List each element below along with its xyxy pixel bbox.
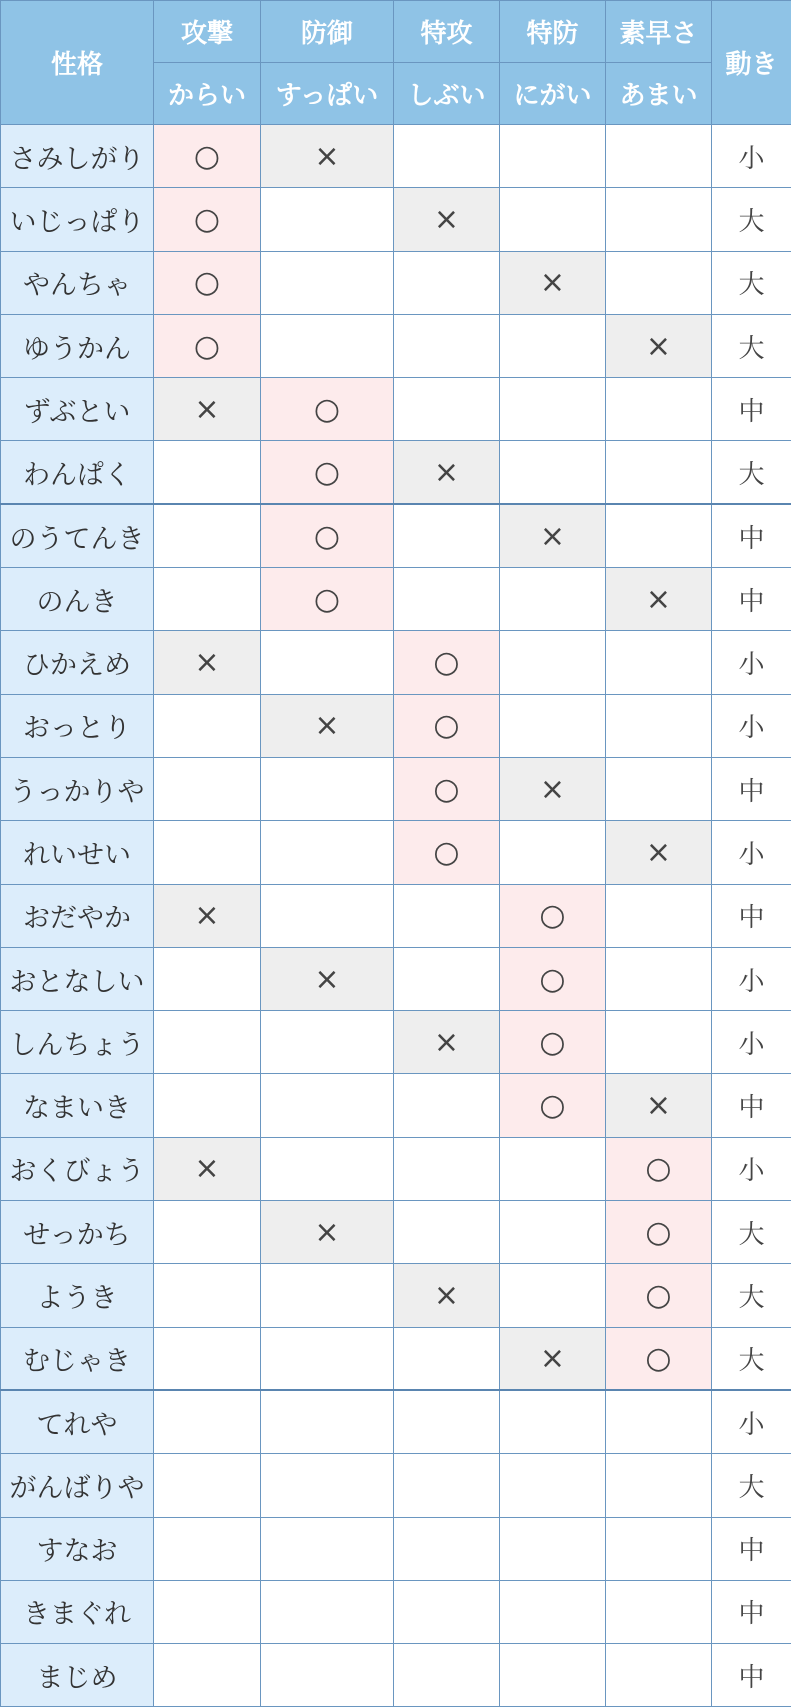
stat-neutral-cell xyxy=(606,884,712,947)
table-row xyxy=(1,1454,791,1517)
stat-neutral-cell xyxy=(606,1580,712,1643)
stat-up-cell xyxy=(154,125,261,188)
movement-cell: 中 xyxy=(712,1580,791,1643)
stat-neutral-cell xyxy=(261,884,394,947)
circle-mark-icon: ○ xyxy=(314,585,340,615)
stat-neutral-cell xyxy=(261,631,394,694)
stat-neutral-cell xyxy=(394,1517,500,1580)
stat-neutral-cell xyxy=(261,821,394,884)
circle-mark-icon: ○ xyxy=(645,1154,671,1184)
stat-neutral-cell xyxy=(394,1201,500,1264)
nature-name-cell: おとなしい xyxy=(1,947,154,1010)
table-row xyxy=(1,1074,791,1137)
table-row xyxy=(1,631,791,694)
table-row xyxy=(1,1390,791,1453)
stat-down-cell xyxy=(394,1011,500,1074)
circle-mark-icon: ○ xyxy=(314,458,340,488)
nature-name-cell: なまいき xyxy=(1,1074,154,1137)
stat-down-cell xyxy=(606,314,712,377)
circle-mark-icon: ○ xyxy=(645,1344,671,1374)
stat-neutral-cell xyxy=(500,631,606,694)
nature-name-cell: せっかち xyxy=(1,1201,154,1264)
header-stat-sp-attack: 特攻 xyxy=(394,1,500,63)
movement-cell: 大 xyxy=(712,251,791,314)
nature-name-cell: すなお xyxy=(1,1517,154,1580)
stat-up-cell xyxy=(500,947,606,1010)
stat-neutral-cell xyxy=(606,1517,712,1580)
movement-cell: 小 xyxy=(712,821,791,884)
stat-neutral-cell xyxy=(394,1327,500,1390)
cross-mark-icon: × xyxy=(314,965,339,995)
circle-mark-icon: ○ xyxy=(645,1218,671,1248)
stat-up-cell xyxy=(261,378,394,441)
nature-name-cell: おだやか xyxy=(1,884,154,947)
stat-down-cell xyxy=(394,441,500,504)
stat-up-cell xyxy=(394,821,500,884)
table-body xyxy=(1,125,791,1707)
movement-cell: 小 xyxy=(712,1137,791,1200)
nature-name-cell: やんちゃ xyxy=(1,251,154,314)
nature-name-cell: れいせい xyxy=(1,821,154,884)
cross-mark-icon: × xyxy=(194,901,219,931)
circle-mark-icon: ○ xyxy=(194,332,220,362)
table-row xyxy=(1,1011,791,1074)
stat-up-cell xyxy=(394,694,500,757)
circle-mark-icon: ○ xyxy=(539,965,565,995)
cross-mark-icon: × xyxy=(540,1344,565,1374)
stat-neutral-cell xyxy=(394,251,500,314)
stat-neutral-cell xyxy=(154,1327,261,1390)
stat-neutral-cell xyxy=(154,568,261,631)
stat-up-cell xyxy=(606,1327,712,1390)
nature-name-cell: ひかえめ xyxy=(1,631,154,694)
stat-neutral-cell xyxy=(394,884,500,947)
nature-name-cell: さみしがり xyxy=(1,125,154,188)
cross-mark-icon: × xyxy=(314,142,339,172)
stat-neutral-cell xyxy=(394,1074,500,1137)
stat-neutral-cell xyxy=(606,125,712,188)
movement-cell: 中 xyxy=(712,884,791,947)
stat-neutral-cell xyxy=(606,378,712,441)
stat-down-cell xyxy=(261,694,394,757)
stat-neutral-cell xyxy=(606,251,712,314)
stat-neutral-cell xyxy=(154,1264,261,1327)
stat-down-cell xyxy=(606,1074,712,1137)
stat-down-cell xyxy=(500,757,606,820)
stat-neutral-cell xyxy=(261,1644,394,1707)
stat-neutral-cell xyxy=(154,1517,261,1580)
cross-mark-icon: × xyxy=(194,395,219,425)
stat-neutral-cell xyxy=(154,947,261,1010)
stat-neutral-cell xyxy=(606,947,712,1010)
stat-neutral-cell xyxy=(500,314,606,377)
stat-neutral-cell xyxy=(606,1644,712,1707)
table-row xyxy=(1,378,791,441)
movement-cell: 小 xyxy=(712,1390,791,1453)
stat-neutral-cell xyxy=(500,441,606,504)
nature-name-cell: がんばりや xyxy=(1,1454,154,1517)
movement-cell: 小 xyxy=(712,631,791,694)
stat-neutral-cell xyxy=(606,694,712,757)
movement-cell: 大 xyxy=(712,1327,791,1390)
stat-neutral-cell xyxy=(606,504,712,567)
stat-up-cell xyxy=(154,314,261,377)
movement-cell: 小 xyxy=(712,694,791,757)
circle-mark-icon: ○ xyxy=(539,1028,565,1058)
movement-cell: 大 xyxy=(712,1201,791,1264)
stat-neutral-cell xyxy=(500,1137,606,1200)
header-flavor-sour: すっぱい xyxy=(261,63,394,125)
stat-up-cell xyxy=(261,441,394,504)
nature-name-cell: ようき xyxy=(1,1264,154,1327)
nature-name-cell: いじっぱり xyxy=(1,188,154,251)
stat-down-cell xyxy=(606,568,712,631)
nature-name-cell: うっかりや xyxy=(1,757,154,820)
stat-neutral-cell xyxy=(154,1580,261,1643)
movement-cell: 中 xyxy=(712,1644,791,1707)
stat-neutral-cell xyxy=(394,1137,500,1200)
stat-up-cell xyxy=(154,251,261,314)
cross-mark-icon: × xyxy=(646,585,671,615)
movement-cell: 大 xyxy=(712,441,791,504)
circle-mark-icon: ○ xyxy=(433,838,459,868)
stat-neutral-cell xyxy=(394,1644,500,1707)
table-row xyxy=(1,1327,791,1390)
stat-neutral-cell xyxy=(261,1327,394,1390)
cross-mark-icon: × xyxy=(646,838,671,868)
stat-down-cell xyxy=(394,188,500,251)
cross-mark-icon: × xyxy=(646,332,671,362)
header-stat-speed: 素早さ xyxy=(606,1,712,63)
stat-up-cell xyxy=(154,188,261,251)
table-row xyxy=(1,757,791,820)
stat-neutral-cell xyxy=(394,1580,500,1643)
cross-mark-icon: × xyxy=(434,1281,459,1311)
stat-neutral-cell xyxy=(154,1011,261,1074)
stat-neutral-cell xyxy=(606,1011,712,1074)
table-row xyxy=(1,314,791,377)
stat-neutral-cell xyxy=(261,1264,394,1327)
stat-down-cell xyxy=(500,251,606,314)
movement-cell: 中 xyxy=(712,1517,791,1580)
stat-up-cell xyxy=(394,631,500,694)
cross-mark-icon: × xyxy=(434,458,459,488)
nature-name-cell: のんき xyxy=(1,568,154,631)
stat-neutral-cell xyxy=(500,188,606,251)
circle-mark-icon: ○ xyxy=(433,711,459,741)
nature-name-cell: むじゃき xyxy=(1,1327,154,1390)
stat-neutral-cell xyxy=(394,504,500,567)
table-row xyxy=(1,1264,791,1327)
stat-up-cell xyxy=(261,568,394,631)
movement-cell: 中 xyxy=(712,757,791,820)
stat-neutral-cell xyxy=(500,1644,606,1707)
stat-down-cell xyxy=(500,504,606,567)
stat-up-cell xyxy=(500,1074,606,1137)
stat-neutral-cell xyxy=(154,1644,261,1707)
movement-cell: 大 xyxy=(712,1454,791,1517)
nature-name-cell: ゆうかん xyxy=(1,314,154,377)
movement-cell: 大 xyxy=(712,1264,791,1327)
stat-neutral-cell xyxy=(500,1264,606,1327)
nature-name-cell: きまぐれ xyxy=(1,1580,154,1643)
stat-neutral-cell xyxy=(606,757,712,820)
stat-up-cell xyxy=(500,884,606,947)
stat-neutral-cell xyxy=(154,1201,261,1264)
stat-neutral-cell xyxy=(261,1517,394,1580)
table-row xyxy=(1,694,791,757)
table-row xyxy=(1,821,791,884)
header-flavor-spicy: からい xyxy=(154,63,261,125)
stat-down-cell xyxy=(261,125,394,188)
circle-mark-icon: ○ xyxy=(194,142,220,172)
stat-down-cell xyxy=(154,1137,261,1200)
cross-mark-icon: × xyxy=(314,1218,339,1248)
movement-cell: 中 xyxy=(712,504,791,567)
stat-neutral-cell xyxy=(500,125,606,188)
stat-down-cell xyxy=(261,1201,394,1264)
table-row xyxy=(1,125,791,188)
header-stat-attack: 攻撃 xyxy=(154,1,261,63)
table-row xyxy=(1,884,791,947)
stat-neutral-cell xyxy=(394,125,500,188)
cross-mark-icon: × xyxy=(314,711,339,741)
cross-mark-icon: × xyxy=(434,1028,459,1058)
header-movement: 動き xyxy=(712,1,791,125)
movement-cell: 中 xyxy=(712,568,791,631)
circle-mark-icon: ○ xyxy=(433,775,459,805)
stat-down-cell xyxy=(261,947,394,1010)
stat-neutral-cell xyxy=(154,504,261,567)
stat-down-cell xyxy=(154,378,261,441)
stat-neutral-cell xyxy=(606,631,712,694)
stat-up-cell xyxy=(261,504,394,567)
stat-neutral-cell xyxy=(261,757,394,820)
nature-name-cell: てれや xyxy=(1,1390,154,1453)
table-row xyxy=(1,1517,791,1580)
movement-cell: 小 xyxy=(712,947,791,1010)
stat-up-cell xyxy=(606,1264,712,1327)
stat-down-cell xyxy=(394,1264,500,1327)
movement-cell: 大 xyxy=(712,188,791,251)
stat-neutral-cell xyxy=(500,1580,606,1643)
table-row xyxy=(1,1137,791,1200)
stat-neutral-cell xyxy=(261,1580,394,1643)
stat-neutral-cell xyxy=(606,1454,712,1517)
table-row xyxy=(1,1201,791,1264)
header-flavor-sweet: あまい xyxy=(606,63,712,125)
stat-neutral-cell xyxy=(154,1390,261,1453)
stat-neutral-cell xyxy=(606,1390,712,1453)
circle-mark-icon: ○ xyxy=(314,522,340,552)
circle-mark-icon: ○ xyxy=(539,901,565,931)
header-flavor-bitter: にがい xyxy=(500,63,606,125)
stat-neutral-cell xyxy=(394,378,500,441)
stat-neutral-cell xyxy=(500,568,606,631)
movement-cell: 小 xyxy=(712,1011,791,1074)
circle-mark-icon: ○ xyxy=(194,268,220,298)
circle-mark-icon: ○ xyxy=(645,1281,671,1311)
stat-neutral-cell xyxy=(261,188,394,251)
cross-mark-icon: × xyxy=(434,205,459,235)
stat-down-cell xyxy=(606,821,712,884)
nature-name-cell: わんぱく xyxy=(1,441,154,504)
header-stat-sp-defense: 特防 xyxy=(500,1,606,63)
header-flavor-dry: しぶい xyxy=(394,63,500,125)
circle-mark-icon: ○ xyxy=(539,1091,565,1121)
stat-down-cell xyxy=(154,631,261,694)
nature-name-cell: おくびょう xyxy=(1,1137,154,1200)
nature-name-cell: おっとり xyxy=(1,694,154,757)
movement-cell: 中 xyxy=(712,378,791,441)
stat-neutral-cell xyxy=(606,441,712,504)
movement-cell: 小 xyxy=(712,125,791,188)
nature-name-cell: ずぶとい xyxy=(1,378,154,441)
table-row xyxy=(1,188,791,251)
stat-neutral-cell xyxy=(500,1454,606,1517)
stat-neutral-cell xyxy=(500,1201,606,1264)
table-row xyxy=(1,1644,791,1707)
stat-neutral-cell xyxy=(261,1454,394,1517)
stat-neutral-cell xyxy=(394,568,500,631)
cross-mark-icon: × xyxy=(540,775,565,805)
cross-mark-icon: × xyxy=(540,522,565,552)
stat-neutral-cell xyxy=(261,1011,394,1074)
stat-neutral-cell xyxy=(500,1517,606,1580)
stat-neutral-cell xyxy=(154,694,261,757)
cross-mark-icon: × xyxy=(540,268,565,298)
stat-neutral-cell xyxy=(261,1137,394,1200)
stat-neutral-cell xyxy=(394,1390,500,1453)
stat-down-cell xyxy=(154,884,261,947)
stat-neutral-cell xyxy=(394,314,500,377)
table-row xyxy=(1,568,791,631)
circle-mark-icon: ○ xyxy=(194,205,220,235)
stat-neutral-cell xyxy=(261,314,394,377)
stat-up-cell xyxy=(500,1011,606,1074)
table-row xyxy=(1,251,791,314)
stat-neutral-cell xyxy=(606,188,712,251)
stat-neutral-cell xyxy=(261,1074,394,1137)
nature-name-cell: まじめ xyxy=(1,1644,154,1707)
stat-neutral-cell xyxy=(261,251,394,314)
stat-neutral-cell xyxy=(154,441,261,504)
table-row xyxy=(1,504,791,567)
cross-mark-icon: × xyxy=(194,648,219,678)
stat-neutral-cell xyxy=(154,757,261,820)
stat-neutral-cell xyxy=(154,1074,261,1137)
cross-mark-icon: × xyxy=(194,1154,219,1184)
stat-neutral-cell xyxy=(261,1390,394,1453)
header-nature: 性格 xyxy=(1,1,154,125)
cross-mark-icon: × xyxy=(646,1091,671,1121)
stat-neutral-cell xyxy=(154,821,261,884)
stat-up-cell xyxy=(606,1201,712,1264)
table-header xyxy=(1,1,791,125)
stat-neutral-cell xyxy=(500,378,606,441)
stat-neutral-cell xyxy=(500,1390,606,1453)
movement-cell: 大 xyxy=(712,314,791,377)
nature-name-cell: しんちょう xyxy=(1,1011,154,1074)
table-row xyxy=(1,947,791,1010)
nature-name-cell: のうてんき xyxy=(1,504,154,567)
table-row xyxy=(1,441,791,504)
stat-up-cell xyxy=(606,1137,712,1200)
header-row-stats xyxy=(1,1,791,63)
stat-neutral-cell xyxy=(394,1454,500,1517)
table-row xyxy=(1,1580,791,1643)
stat-neutral-cell xyxy=(500,821,606,884)
stat-up-cell xyxy=(394,757,500,820)
header-stat-defense: 防御 xyxy=(261,1,394,63)
stat-down-cell xyxy=(500,1327,606,1390)
circle-mark-icon: ○ xyxy=(314,395,340,425)
stat-neutral-cell xyxy=(394,947,500,1010)
stat-neutral-cell xyxy=(500,694,606,757)
stat-neutral-cell xyxy=(154,1454,261,1517)
movement-cell: 中 xyxy=(712,1074,791,1137)
circle-mark-icon: ○ xyxy=(433,648,459,678)
